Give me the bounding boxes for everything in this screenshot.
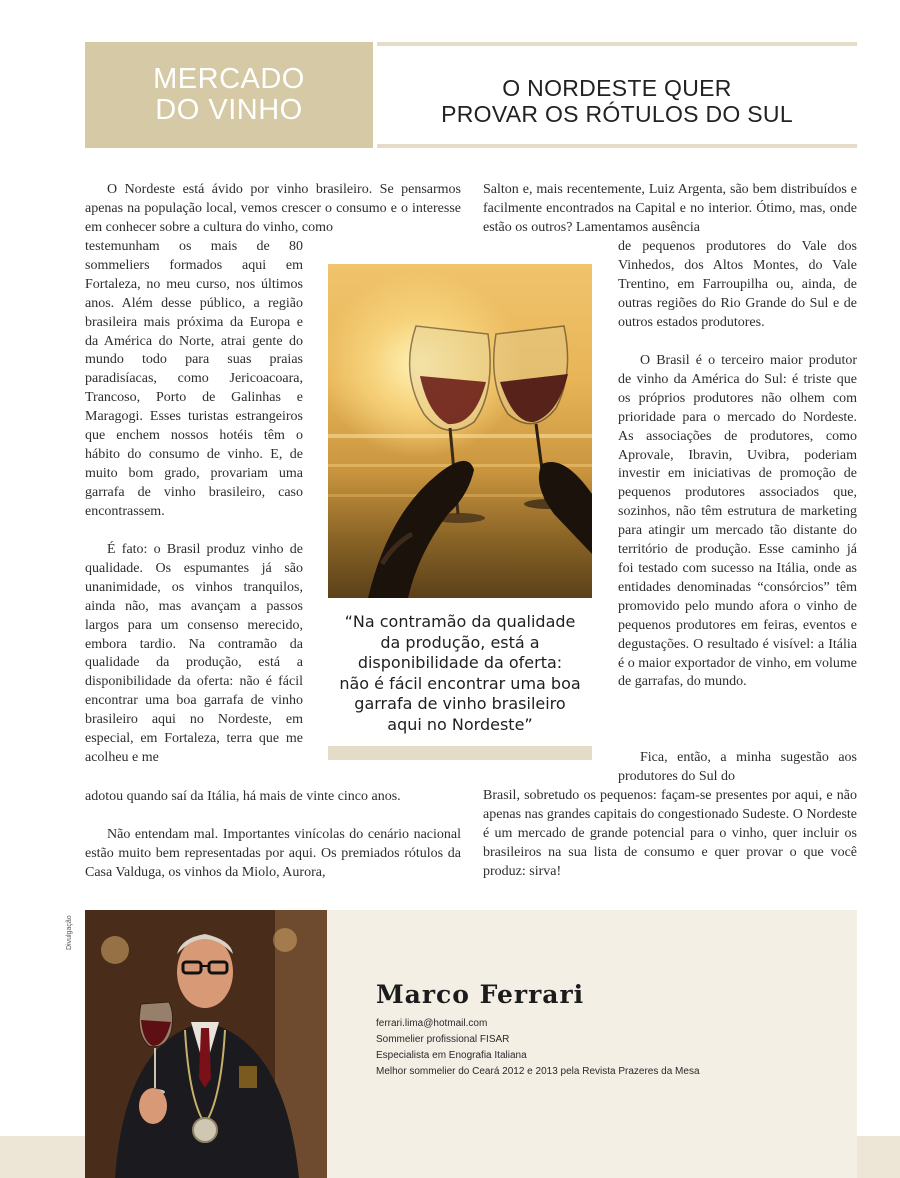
pull-quote-line2: da produção, está a	[380, 632, 540, 652]
author-role: Sommelier profissional FISAR	[376, 1034, 510, 1045]
left-paragraph-2-wrap: É fato: o Brasil produz vinho de qualidade. Os espumantes já são unanimidade, os vinhos tranquilos, ainda não, mas avançam a passos largos para um consenso merecido, embora tardio. Na contramão da qualidade da produção, está a disponibilidade da oferta: não é fácil encontrar uma boa garrafa de vinho brasileiro aqui no Nordeste, em especial, em Fortaleza, terra que me acolheu e me	[85, 542, 303, 765]
pull-quote-line5: garrafa de vinho brasileiro	[354, 694, 566, 713]
right-paragraph-3-wrap: Fica, então, a minha sugestão aos produtores do Sul do	[618, 750, 857, 784]
wine-glasses-illustration	[328, 264, 592, 598]
author-name: Marco Ferrari	[376, 980, 585, 1009]
article-title-line2: PROVAR OS RÓTULOS DO SUL	[441, 101, 793, 127]
section-title-line2: DO VINHO	[155, 94, 303, 126]
article-title	[377, 75, 857, 127]
right-paragraph-1-wrap: de pequenos produtores do Vale dos Vinhedos, dos Altos Montes, do Vale Trentino, em Farroupilha ou, ainda, de outras regiões do Rio Grande do Sul e de outros estados produtores.	[618, 239, 857, 330]
pull-quote	[326, 612, 594, 735]
wine-toast-photo	[328, 264, 592, 598]
left-paragraph-1-wrap: testemunham os mais de 80 sommeliers formados aqui em Fortaleza, no meu curso, nos últimos anos. Além desse público, a região brasileira mais próxima da Europa e da América do Norte, atrai gente do mundo todo para suas praias paradisíacas, como Jericoacoara, Trancoso, Porto de Galinhas e Maragogi. Esses turistas estrangeiros que enchem nossos hotéis têm o hábito do consumo de vinho. E, de muito bom grado, provariam uma garrafa de vinho brasileiro, caso encontrassem.	[85, 239, 303, 519]
author-email: ferrari.lima@hotmail.com	[376, 1018, 488, 1029]
article-title-line1: O NORDESTE QUER	[502, 75, 732, 101]
pull-quote-bar	[328, 746, 592, 760]
pull-quote-line3: disponibilidade da oferta:	[357, 653, 563, 672]
author-award: Melhor sommelier do Ceará 2012 e 2013 pela Revista Prazeres da Mesa	[376, 1066, 700, 1077]
author-specialty: Especialista em Enografia Italiana	[376, 1050, 527, 1061]
section-title	[85, 64, 373, 126]
left-paragraph-2-tail: adotou quando saí da Itália, há mais de vinte cinco anos.	[85, 789, 401, 804]
right-paragraph-2: O Brasil é o terceiro maior produtor de vinho da América do Sul: é triste que os próprios produtores não olhem com prioridade para o mercado do Nordeste. As associações de produtores, como Aprovale, Ibravin, Uvibra, poderiam investir em iniciativas de promoção de pequenos produtores associados que, sozinhos, não têm estrutura de marketing para atingir um mercado tão distante do território de produção. Esse caminho já foi testado com sucesso na Itália, onde as entidades denominadas “consórcios” têm promovido pelo mundo afora o vinho de pequenos produtores em feiras, eventos e degustações. O resultado é visível: a Itália é o maior exportador de vinho, em volume de garrafas, do mundo.	[618, 353, 857, 690]
left-paragraph-1-lead: O Nordeste está ávido por vinho brasileiro. Se pensarmos apenas na população local, vemos crescer o consumo e o interesse em conhecer sobre a cultura do vinho, como	[85, 182, 461, 235]
pull-quote-line6: aqui no Nordeste”	[387, 714, 533, 734]
right-paragraph-1-lead: Salton e, mais recentemente, Luiz Argenta, são bem distribuídos e facilmente encontrados na Capital e no interior. Ótimo, mas, onde estão os outros? Lamentamos ausência	[483, 182, 857, 235]
pull-quote-line4: não é fácil encontrar uma boa	[339, 673, 581, 693]
pull-quote-line1: “Na contramão da qualidade	[344, 612, 576, 631]
left-paragraph-3: Não entendam mal. Importantes vinícolas do cenário nacional estão muito bem representadas por aqui. Os premiados rótulos da Casa Valduga, os vinhos da Miolo, Aurora,	[85, 827, 461, 880]
photo-credit: Divulgação	[66, 915, 73, 950]
author-portrait	[85, 910, 327, 1178]
section-title-line1: MERCADO	[153, 63, 305, 95]
author-portrait-illustration	[85, 910, 327, 1178]
right-paragraph-3-tail: Brasil, sobretudo os pequenos: façam-se presentes por aqui, e não apenas nas grandes capitais do congestionado Sudeste. O Nordeste é um mercado de grande potencial para o vinho, quer incluir os brasileiros na sua lista de consumo e quer provar o que você produz: sirva!	[483, 788, 857, 879]
